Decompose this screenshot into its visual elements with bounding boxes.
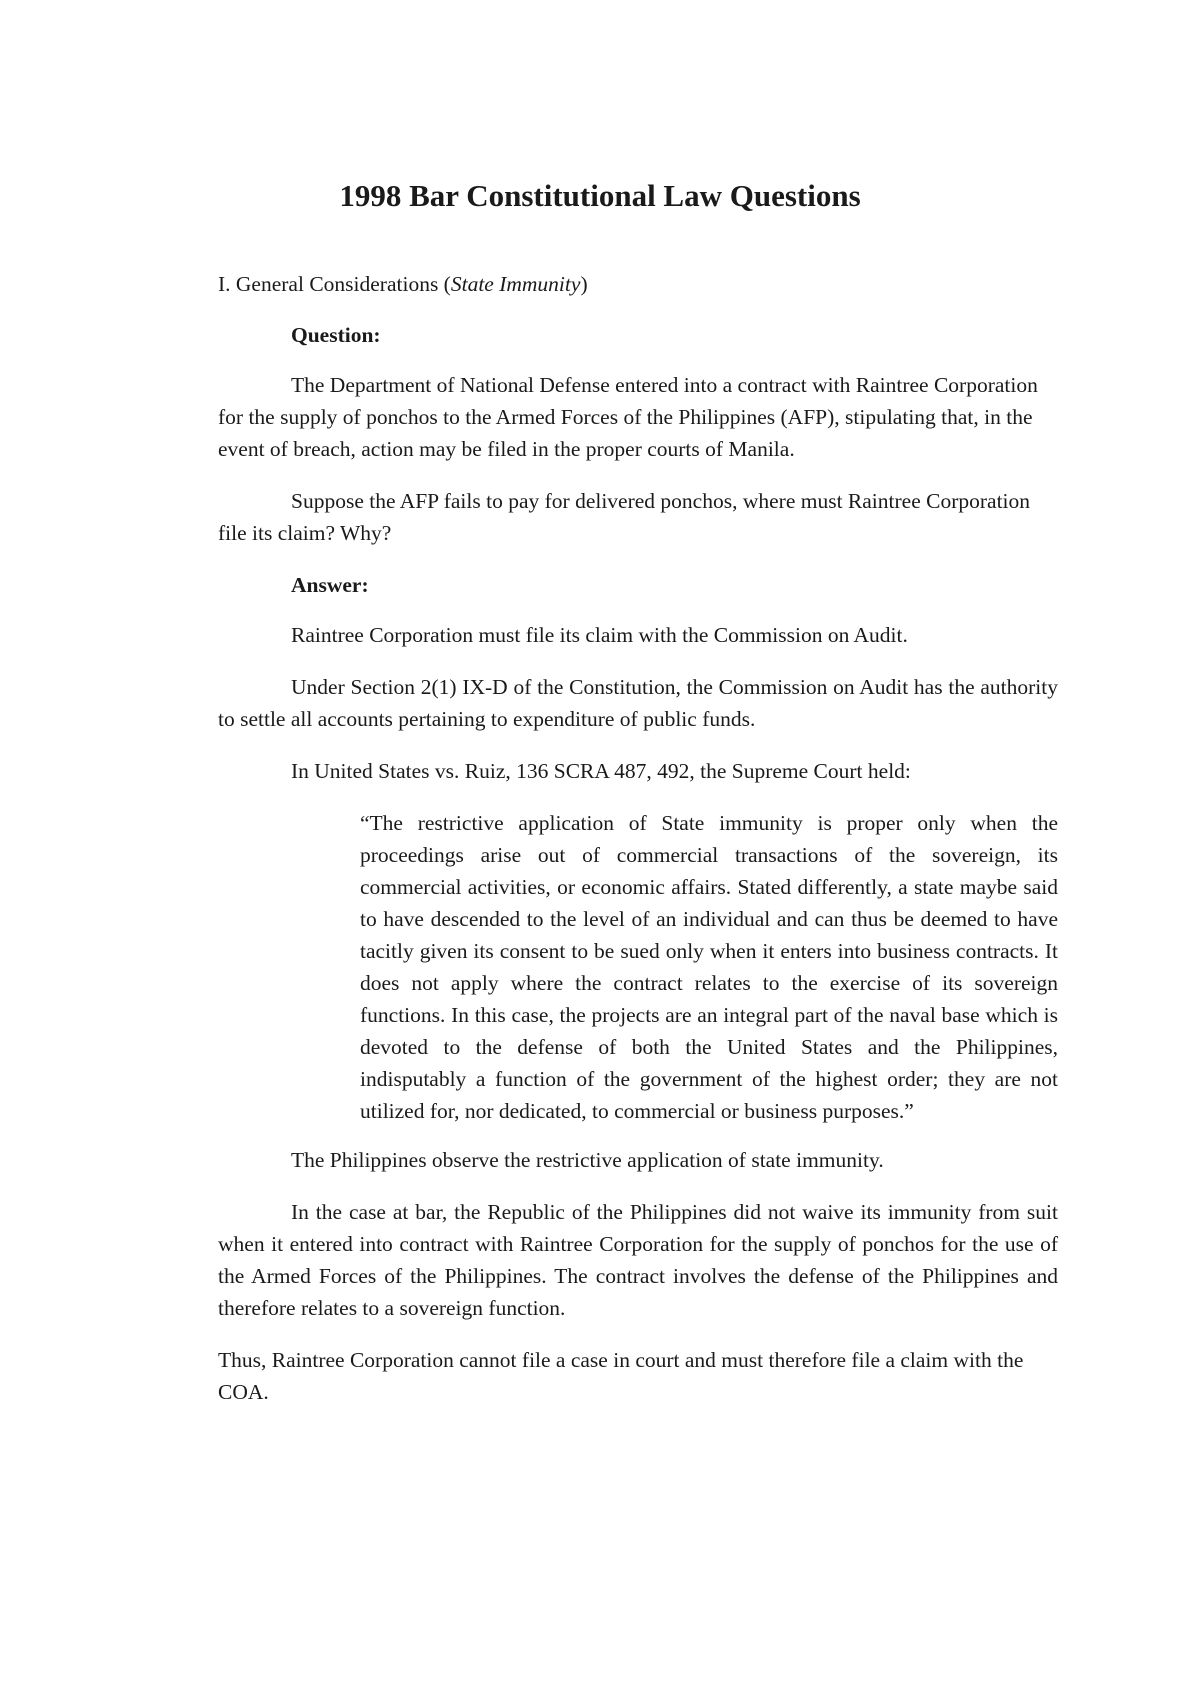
answer-paragraph: The Philippines observe the restrictive application of state immunity. [291,1148,884,1172]
section-prefix: I. General Considerations ( [218,272,451,296]
question-paragraph: The Department of National Defense entered into a contract with Raintree Corporation for the supply of ponchos to the Armed Forces of the Philippines (AFP), stipulating that, in the event of breach, action may be filed in the proper courts of Manila. [218,373,1038,461]
answer-paragraph: In the case at bar, the Republic of the Philippines did not waive its immunity from suit when it entered into contract with Raintree Corporation for the supply of ponchos for the use of the Armed Forces of the Philippines. The contract involves the defense of the Philippines and therefore relates to a sovereign function. [218,1200,1058,1320]
section-suffix: ) [580,272,588,296]
document-title: 1998 Bar Constitutional Law Questions [339,178,861,213]
answer-paragraph: Raintree Corporation must file its claim with the Commission on Audit. [291,623,908,647]
section-topic: State Immunity [450,272,581,296]
section-heading [218,268,1058,300]
answer-paragraph: Under Section 2(1) IX-D of the Constitution, the Commission on Audit has the authority to settle all accounts pertaining to expenditure of public funds. [218,675,1058,731]
answer-label: Answer: [291,573,369,597]
answer-paragraph: In United States vs. Ruiz, 136 SCRA 487, 492, the Supreme Court held: [291,759,911,783]
block-quote: “The restrictive application of State immunity is proper only when the proceedings arise out of commercial transactions of the sovereign, its commercial activities, or economic affairs. Stated differently, a state maybe said to have descended to the level of an individual and can thus be deemed to have tacitly given its consent to be sued only when it enters into business contracts. It does not apply where the contract relates to the exercise of its sovereign functions. In this case, the projects are an integral part of the naval base which is devoted to the defense of both the United States and the Philippines, indisputably a function of the government of the highest order; they are not utilized for, nor dedicated, to commercial or business purposes.” [360,811,1058,1123]
conclusion-paragraph: Thus, Raintree Corporation cannot file a case in court and must therefore file a claim with the COA. [218,1348,1024,1404]
question-label: Question: [291,323,381,347]
document-body [218,268,1058,1408]
question-paragraph: Suppose the AFP fails to pay for delivered ponchos, where must Raintree Corporation file its claim? Why? [218,489,1031,545]
